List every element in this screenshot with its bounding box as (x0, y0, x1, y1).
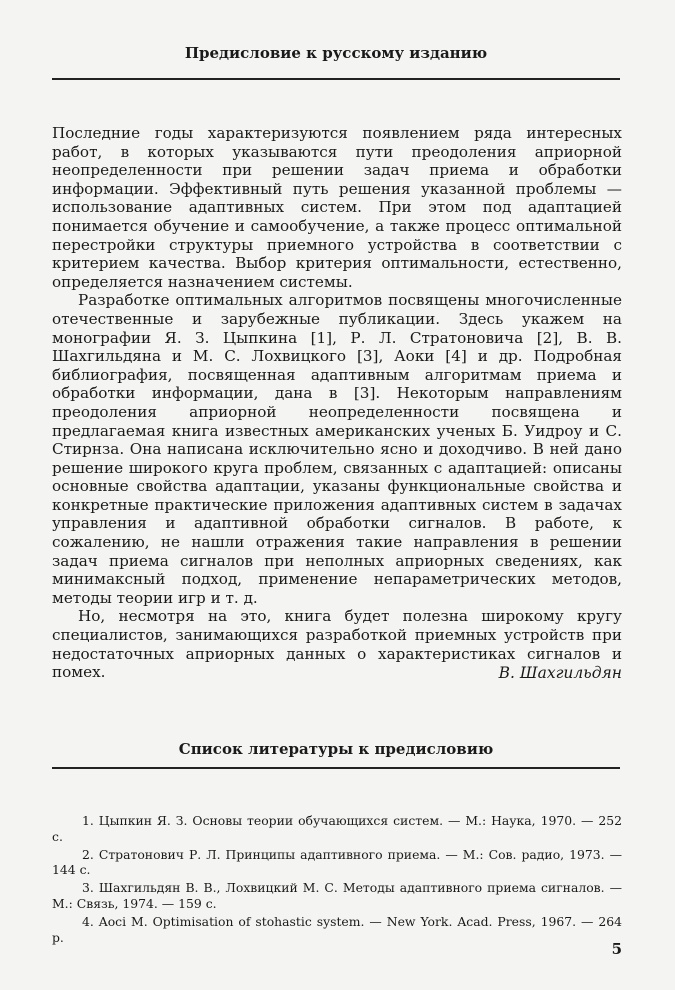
reference-item-2: 2. Стратонович Р. Л. Принципы адаптивного приема. — М.: Сов. радио, 1973. — 144 с. (52, 846, 622, 878)
references-list (52, 813, 622, 947)
references-title-rule (52, 767, 620, 769)
reference-item-1: 1. Цыпкин Я. З. Основы теории обучающихся систем. — М.: Наука, 1970. — 252 с. (52, 813, 622, 844)
preface-signature: В. Шахгильдян (498, 664, 622, 682)
preface-body (52, 124, 622, 682)
page-number: 5 (611, 940, 622, 958)
reference-item-3: 3. Шахгильдян В. В., Лохвицкий М. С. Методы адаптивного приема сигналов. — М.: Связь, 1974. — 159 с. (52, 880, 622, 911)
preface-paragraph-1: Последние годы характеризуются появлением ряда интересных работ, в которых указываются пути преодоления априорной неопределенности при решении задач приема и обработки информации. Эффективный путь решения указанной проблемы — использование адаптивных систем. При этом под адаптацией понимается обучение и самообучение, а также процесс оптимальной перестройки структуры приемного устройства в соответствии с критерием качества. Выбор критерия оптимальности, естественно, определяется назначением системы. (52, 124, 622, 291)
preface-title-rule (52, 78, 620, 80)
reference-item-4: 4. Aoci M. Optimisation of stohastic system. — New York. Acad. Press, 1967. — 264 p. (52, 913, 622, 945)
preface-paragraph-3: Но, несмотря на это, книга будет полезна широкому кругу специалистов, занимающихся разработкой приемных устройств при недостаточных априорных данных о характеристиках сигналов и помех. (52, 607, 622, 682)
preface-title: Предисловие к русскому изданию (184, 44, 488, 62)
references-title: Список литературы к предисловию (178, 740, 494, 758)
preface-paragraph-2: Разработке оптимальных алгоритмов посвящены многочисленные отечественные и зарубежные публикации. Здесь укажем на монографии Я. З. Цыпкина [1], Р. Л. Стратоновича [2], В. В. Шахгильдяна и М. С. Лохвицкого [3], Аоки [4] и др. Подробная библиография, посвященная адаптивным алгоритмам приема и обработки информации, дана в [3]. Некоторым направлениям преодоления априорной неопределенности посвящена и предлагаемая книга известных американских ученых Б. Уидроу и С. Стирнза. Она написана исключительно ясно и доходчиво. В ней дано решение широкого круга проблем, связанных с адаптацией: описаны основные свойства адаптации, указаны функциональные свойства и конкретные практические приложения адаптивных систем в задачах управления и адаптивной обработки сигналов. В работе, к сожалению, не нашли отражения такие направления в решении задач приема сигналов при неполных априорных сведениях, как минимаксный подход, применение непараметрических методов, методы теории игр и т. д. (52, 291, 622, 607)
